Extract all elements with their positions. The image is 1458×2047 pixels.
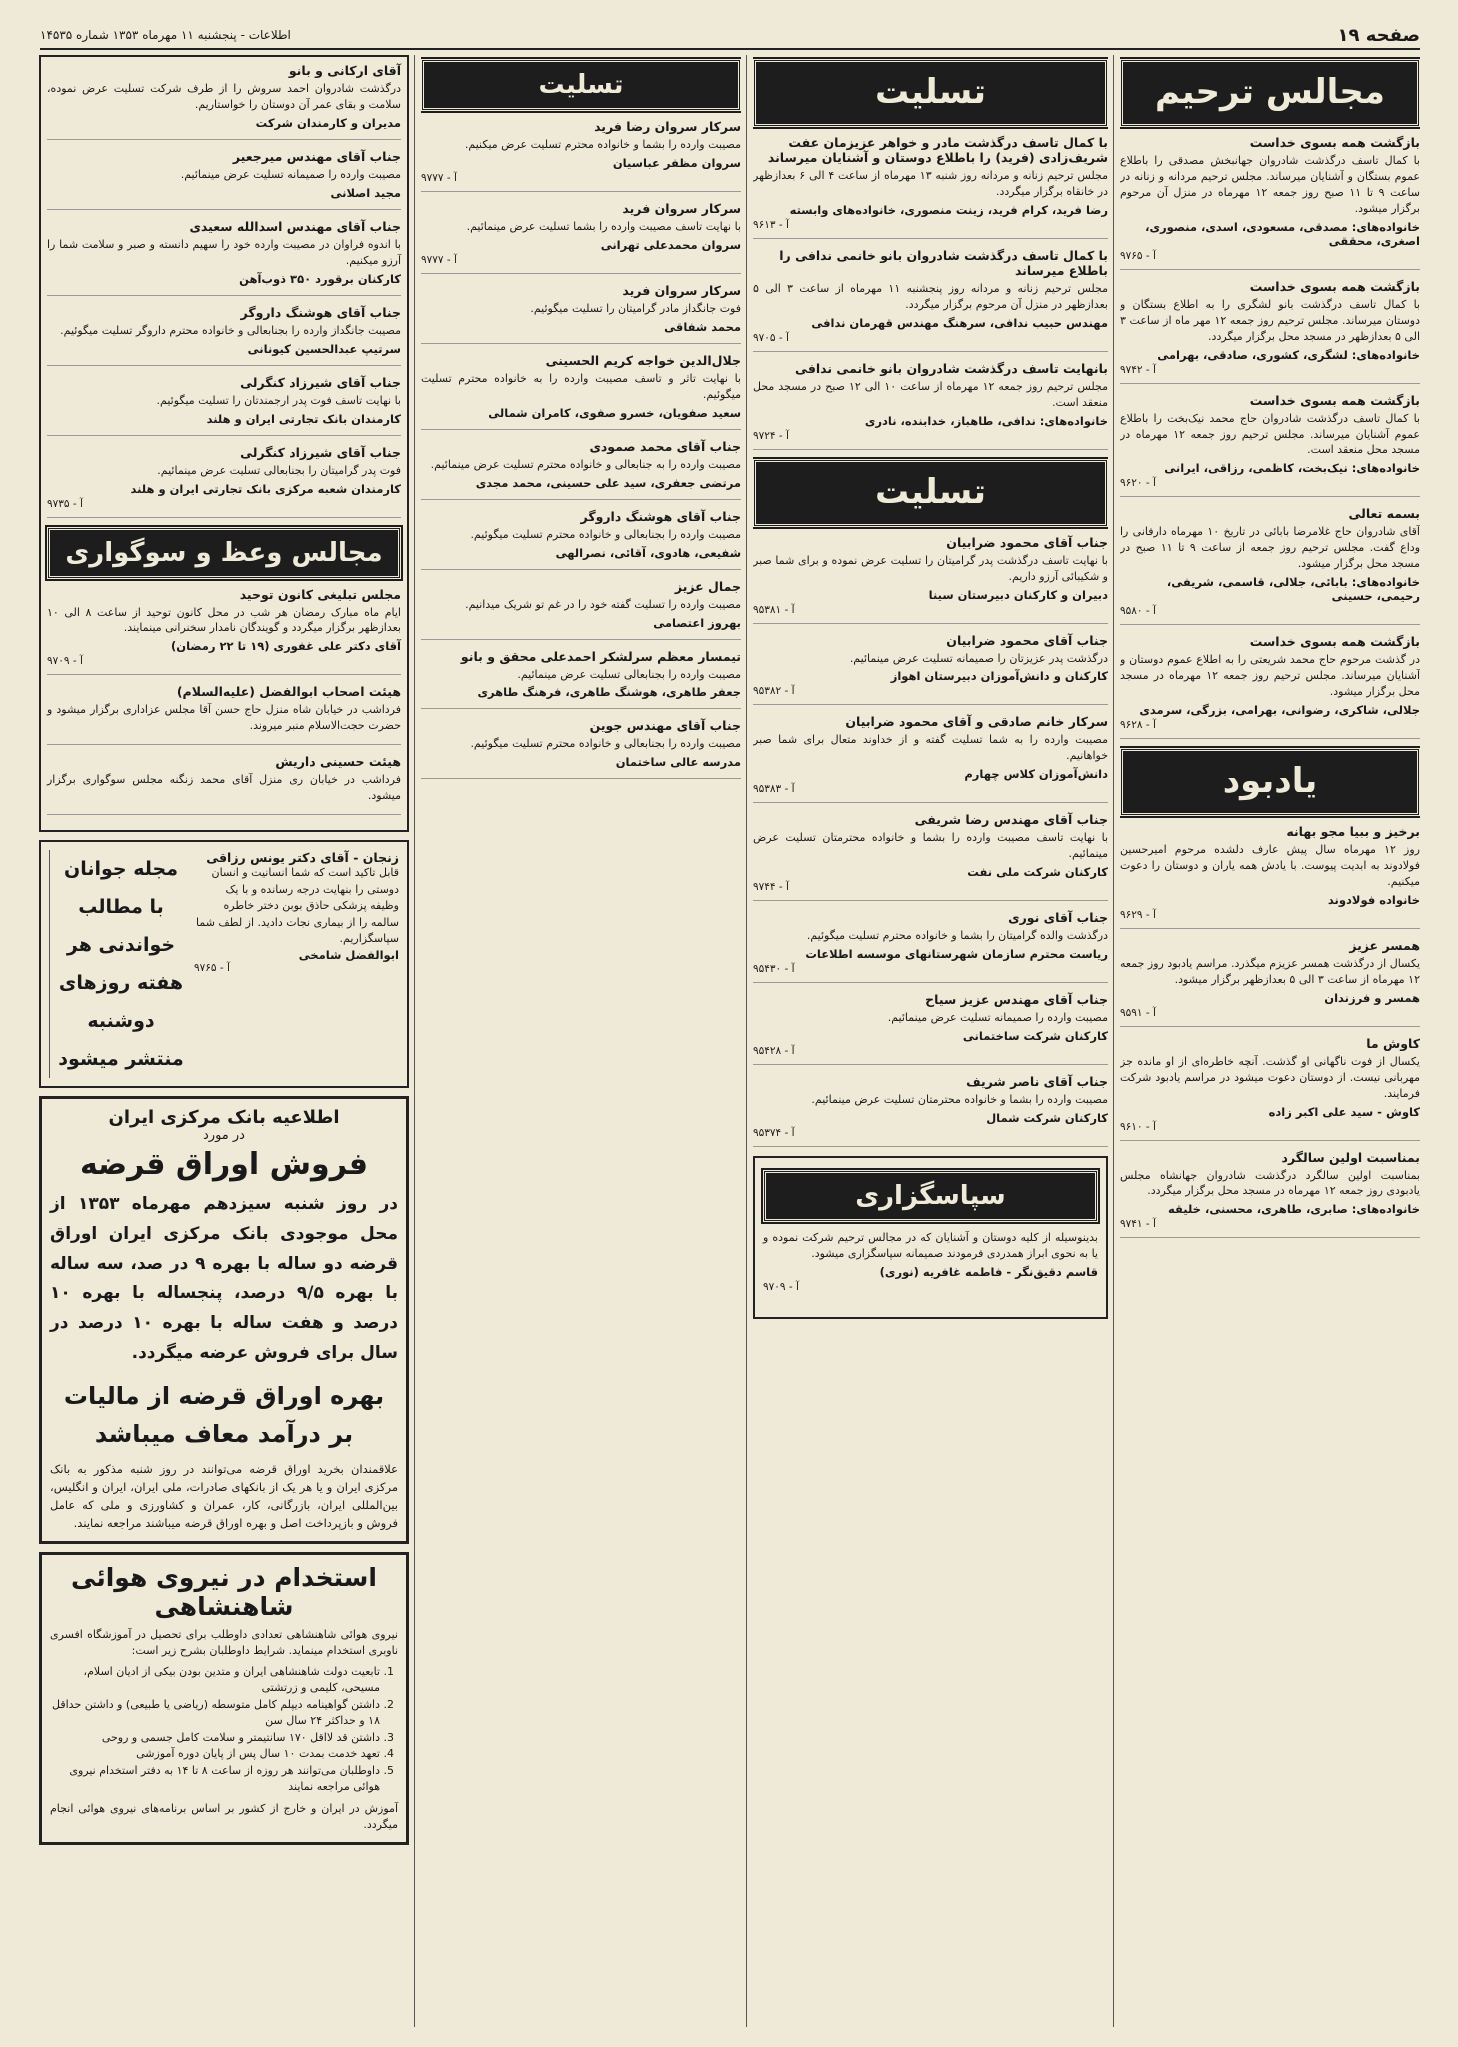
ad-heading: جناب آقای شیرزاد کنگرلی (240, 374, 401, 390)
ad-heading: سرکار خانم صادقی و آقای محمود ضرابیان (845, 714, 1108, 730)
ad-code: آ - ۹۵۳۸۲ (753, 685, 795, 698)
airforce-condition-item: 2. داشتن گواهینامه دیپلم کامل متوسطه (ریاضی یا طبیعی) و داشتن حداقل ۱۸ و حداکثر ۲۴ سال سن (50, 1697, 380, 1730)
ad-body: فوت جانگداز مادر گرامیتان را تسلیت میگوئیم. (530, 301, 741, 315)
airforce-condition-item: 5. داوطلبان می‌توانند هر روزه از ساعت ۸ تا ۱۴ به دفتر استخدام نیروی هوائی مراجعه نمایند (50, 1763, 380, 1796)
notice-item (1120, 824, 1420, 929)
ad-code: آ - ۹۷۲۴ (753, 429, 789, 442)
letter-heading: زنجان - آقای دکتر یونس رزاقی (206, 850, 399, 866)
ad-signature: خانواده‌های: مصدقی، مسعودی، اسدی، منصوری، اصغری، محققی (1145, 219, 1420, 248)
ad-body: درگذشت شادروان احمد سروش را از طرف شرکت تسلیت عرض نموده، سلامت و بقای عمر آن دوستان را خواستاریم. (47, 82, 401, 111)
ad-code: آ - ۹۷۷۷ (421, 253, 457, 266)
ad-heading: کاوش ما (1366, 1035, 1420, 1051)
notice-item (1120, 1036, 1420, 1141)
ad-heading: برخیز و ببیا مجو بهانه (1286, 824, 1420, 839)
bank-main-text: در روز شنبه سیزدهم مهرماه ۱۳۵۳ از محل موجودی بانک مرکزی ایران اوراق قرضه دو ساله با بهره ۹ در صد، سه ساله با بهره ۹/۵ درصد، پنجساله با بهره ۱۰ درصد و هفت ساله با بهره ۱۰ درصد در سال برای فروش عرضه میگردد. (50, 1194, 398, 1363)
notice-item (421, 649, 741, 710)
notice-item (753, 714, 1108, 803)
ad-body: با نهایت تاثر و تاسف مصیبت وارده را به خانواده محترم تسلیت میگوئیم. (421, 371, 741, 401)
ad-heading: آقای ارکانی و بانو (288, 63, 401, 78)
ad-heading: بانهایت تاسف درگذشت شادروان بانو خانمی ندافی (795, 360, 1108, 376)
ad-heading: جناب آقای هوشنگ داروگر (240, 304, 401, 320)
ad-body: مجلس ترحیم زنانه و مردانه روز شنبه ۱۳ مهرماه از ساعت ۴ الی ۶ بعدازظهر در خانقاه برگزار میگردد. (753, 169, 1108, 198)
notice-item (1120, 938, 1420, 1027)
ad-heading: جناب آقای محمد صمودی (589, 438, 741, 454)
notice-item (753, 535, 1108, 624)
ad-signature: دبیران و کارکنان دبیرستان سینا (928, 587, 1108, 602)
ad-signature: کارکنان شرکت ملی نفت (967, 865, 1108, 880)
ad-body: مصیبت وارده را بجنابعالی تسلیت عرض مینمائیم. (517, 667, 741, 681)
ad-heading: بازگشت همه بسوی خداست (1249, 135, 1420, 150)
central-bank-notice (39, 1096, 409, 1544)
ad-code: آ - ۹۷۰۹ (763, 1280, 799, 1293)
ad-heading: مجلس تبلیغی کانون توحید (239, 586, 401, 602)
ad-code: آ - ۹۶۲۹ (1120, 908, 1156, 921)
ad-heading: هیئت اصحاب ابوالفضل (علیه‌السلام) (176, 684, 401, 700)
ad-body: مصیبت وارده را تسلیت گفته خود را در غم تو شریک میدانیم. (465, 597, 741, 611)
magazine-row (49, 850, 399, 1078)
ad-heading: همسر عزیز (1349, 937, 1420, 953)
ad-code: آ - ۹۷۳۵ (47, 497, 83, 510)
ad-code: آ - ۹۶۲۰ (1120, 477, 1156, 490)
section-banner-taslit-1: تسلیت (753, 59, 1108, 127)
notice-item (47, 684, 401, 745)
notice-item (1120, 135, 1420, 270)
ad-heading: جناب آقای هوشنگ داروگر (580, 508, 741, 524)
ad-signature: کارکنان شرکت ساختمانی (962, 1029, 1108, 1044)
ad-code: آ - ۹۵۳۷۴ (753, 1127, 795, 1139)
ad-heading: با کمال تاسف درگذشت شادروان بانو خانمی ندافی را باطلاع میرساند (779, 247, 1108, 278)
section-banner-majales: مجالس ترحیم (1120, 59, 1420, 127)
notice-item (753, 1074, 1108, 1147)
notice-item (753, 633, 1108, 706)
ad-signature: سروان مظفر عباسیان (612, 155, 741, 170)
ad-body: مصیبت جانگداز وارده را بجنابعالی و خانواده محترم داروگر تسلیت میگوئیم. (60, 323, 401, 337)
ad-signature: کارکنان شرکت شمال (986, 1111, 1108, 1125)
upper-split (421, 55, 741, 788)
ad-signature: کارمندان شعبه مرکزی بانک تجارتی ایران و هلند (130, 481, 401, 496)
column-rule (746, 55, 747, 2027)
ad-signature: بهروز اعتصامی (653, 615, 741, 630)
notice-item (421, 353, 741, 430)
ad-code: آ - ۹۷۶۵ (1120, 249, 1156, 262)
airforce-footer: آموزش در ایران و خارج از کشور بر اساس برنامه‌های نیروی هوائی انجام میگردد. (50, 1801, 398, 1832)
column-obituaries (1120, 55, 1420, 2027)
notice-item (1120, 279, 1420, 384)
ad-code: آ - ۹۵۸۰ (1120, 605, 1156, 618)
section-banner-taslit: تسلیت (421, 59, 741, 111)
ad-body: با اندوه فراوان در مصیبت وارده خود را سهیم دانسته و صبر و سلامت شما را آرزو میکنیم. (47, 237, 401, 267)
ad-signature: جعفر طاهری، هوشنگ طاهری، فرهنگ طاهری (477, 685, 741, 700)
ad-signature: همسر و فرزندان (1324, 990, 1420, 1005)
ad-code: آ - ۹۶۲۸ (1120, 719, 1156, 731)
notice-item (753, 248, 1108, 352)
bank-details: علاقمندان بخرید اوراق قرضه می‌توانند در روز شنبه مذکور به بانک مرکزی ایران و یا هر یک از بانکهای صادرات، ملی ایران، ایران و انگلیس، بین‌المللی ایران، بازرگانی، کار، عمران و کشاورزی و ملی که عامل فروش و بازپرداخت اصل و بهره اوراق قرضه میباشند مراجعه نمایند. (50, 1462, 398, 1530)
ad-heading: جناب آقای محمود ضرابیان (946, 534, 1108, 550)
ad-body: با نهایت تاسف درگذشت پدر گرامیتان را تسلیت عرض نموده و برای شما صبر و شکیبائی آرزو داریم. (753, 553, 1108, 583)
ad-signature: مهندس حبیب ندافی، سرهنگ مهندس قهرمان ندافی (811, 315, 1108, 330)
ad-body: با کمال تاسف درگذشت شادروان جهانبخش مصدقی را باطلاع عموم بستگان و آشنایان میرساند. مجلس ترحیم مردانه و زنانه در ساعت ۹ تا ۱۱ صبح روز جمعه ۱۲ مهرماه در منزل آن مرحوم برگزار میشود. (1120, 154, 1420, 215)
sepas-box (753, 1156, 1108, 1319)
ad-heading: سرکار سروان فرید (622, 282, 741, 298)
section-banner-sepas: سپاسگزاری (763, 1170, 1098, 1222)
column-rule (1113, 55, 1114, 2027)
notice-item (47, 445, 401, 518)
letter-code: آ - ۹۷۶۵ (194, 961, 230, 974)
ad-code: آ - ۹۷۷۷ (421, 171, 457, 184)
notice-item (1120, 634, 1420, 739)
ad-body: درگذشت پدر عزیزتان را صمیمانه تسلیت عرض مینمائیم. (849, 651, 1108, 665)
ad-signature: سروان محمدعلی تهرانی (600, 237, 741, 252)
column-condolences (753, 55, 1108, 2027)
ad-heading: جناب آقای مهندس رضا شریفی (914, 812, 1108, 828)
ad-code: آ - ۹۵۳۸۱ (753, 603, 795, 616)
ad-body: فرداشب در خیابان شاه منزل حاج حسن آقا مجلس عزاداری برگزار میشود و حضرت حجت‌الاسلام منبر میروند. (47, 703, 401, 733)
ad-signature: مرتضی جعفری، سید علی حسینی، محمد مجدی (475, 475, 741, 490)
ad-body: با کمال تاسف درگذشت شادروان حاج محمد نیک‌بخت را باطلاع عموم آشنایان میرساند. مجلس ترحیم روز جمعه ۱۲ مهرماه در مسجد محل منعقد است. (1120, 411, 1420, 457)
ad-signature: دانش‌آموزان کلاس چهارم (964, 767, 1108, 782)
airforce-condition-item: 3. داشتن قد لااقل ۱۷۰ سانتیمتر و سلامت کامل جسمی و روحی (50, 1730, 380, 1747)
ad-code: آ - ۹۶۱۰ (1120, 1120, 1156, 1133)
notice-item (1120, 393, 1420, 498)
ad-heading: جناب آقای مهندس اسدالله سعیدی (189, 218, 401, 234)
masthead-info: اطلاعات - پنجشنبه ۱۱ مهرماه ۱۳۵۳ شماره ۱۴۵۳۵ (40, 28, 291, 42)
ad-code: آ - ۹۷۰۵ (753, 331, 789, 344)
ad-body: بدینوسیله از کلیه دوستان و آشنایان که در مجالس ترحیم شرکت نموده و یا به نحوی ابراز همدردی فرمودند صمیمانه سپاسگزاری میشود. (763, 1231, 1098, 1260)
magazine-promo: مجله جوانان با مطالب خواندنی هر هفته روزهای دوشنبه منتشر میشود (49, 850, 186, 1078)
airforce-title: استخدام در نیروی هوائی شاهنشاهی (71, 1562, 377, 1621)
ad-signature: جلالی، شاکری، رضوانی، بهرامی، بزرگی، سرمدی (1139, 703, 1420, 717)
ad-code: آ - ۹۵۳۸۳ (753, 783, 795, 796)
section-banner-vaz: مجالس وعظ و سوگواری (47, 527, 401, 579)
ad-code: آ - ۹۷۴۴ (753, 881, 789, 894)
ad-body: با کمال تاسف درگذشت بانو لشگری را به اطلاع بستگان و دوستان میرساند. مجلس ترحیم روز جمعه ۱۲ مهر ماه از ساعت ۳ الی ۵ بعدازظهر در مسجد محل برگزار میگردد. (1120, 297, 1420, 343)
ad-heading: سرکار سروان رضا فرید (594, 119, 741, 134)
section-banner-yadbood: یادبود (1120, 748, 1420, 816)
ad-body: یکسال از درگذشت همسر عزیزم میگذرد. مراسم یادبود روز جمعه ۱۲ مهرماه از ساعت ۳ الی ۵ بعدازظهر برگزار میشود. (1120, 956, 1420, 986)
airforce-condition-item: 1. تابعیت دولت شاهنشاهی ایران و متدین بودن بیکی از ادیان اسلام، مسیحی، کلیمی و زرتشتی (50, 1664, 380, 1697)
ad-body: مصیبت وارده را به جنابعالی و خانواده محترم تسلیت عرض مینمائیم. (430, 457, 741, 471)
ad-body: فرداشب در خیابان ری منزل آقای محمد زنگنه مجلس سوگواری برگزار میشود. (47, 773, 401, 803)
ad-body: آقای شادروان حاج غلامرضا بابائی در تاریخ ۱۰ مهرماه دارفانی را وداع گفت. مجلس ترحیم روز جمعه از ساعت ۹ تا ۱۱ صبح در مسجد محل برگزار میشود. (1120, 525, 1420, 571)
notice-item (47, 149, 401, 210)
bank-headline: فروش اوراق قرضه (79, 1147, 369, 1183)
notice-item (421, 509, 741, 570)
notice-item (47, 754, 401, 815)
ad-heading: جناب آقای ناصر شریف (966, 1074, 1108, 1090)
airforce-conditions (50, 1664, 380, 1796)
ad-signature: قاسم دقیق‌نگر - فاطمه غافریه (نوری) (879, 1264, 1098, 1279)
ad-signature: خانواده‌های: نیک‌بخت، کاظمی، رزاقی، ایرانی (1164, 461, 1420, 476)
bank-subtitle: در مورد (203, 1128, 245, 1144)
section-banner-taslit-2: تسلیت (753, 459, 1108, 527)
column-condolences-2 (421, 55, 741, 2027)
bank-title: اطلاعیه بانک مرکزی ایران (108, 1107, 340, 1129)
ad-signature: رضا فرید، کرام فرید، زینت منصوری، خانواده‌های وابسته (789, 202, 1108, 217)
ad-signature: آقای دکتر علی غفوری (۱۹ تا ۲۲ رمضان) (171, 639, 401, 654)
ad-body: با نهایت تاسف مصیبت وارده را بشما و خانواده محترمتان تسلیت عرض مینمائیم. (753, 831, 1108, 861)
ad-heading: بازگشت همه بسوی خداست (1249, 278, 1420, 294)
ad-code: آ - ۹۷۴۲ (1120, 363, 1156, 376)
notice-item (47, 63, 401, 140)
ad-heading: بازگشت همه بسوی خداست (1249, 392, 1420, 408)
ad-signature: کارمندان بانک تجارتی ایران و هلند (206, 411, 401, 426)
ad-body: با نهایت تاسف مصیبت وارده را بشما تسلیت عرض مینمائیم. (466, 219, 741, 233)
ad-body: مصیبت وارده را بجنابعالی و خانواده محترم تسلیت میگوئیم. (470, 527, 741, 541)
ad-heading: جلال‌الدین خواجه کریم الحسینی (545, 352, 741, 368)
ad-code: آ - ۹۵۴۳۰ (753, 963, 795, 976)
ad-body: مصیبت وارده را صمیمانه تسلیت عرض مینمائیم. (887, 1011, 1108, 1025)
ad-body: درگذشت والده گرامیتان را بشما و خانواده محترم تسلیت میگوئیم. (806, 929, 1108, 943)
page-header (40, 22, 1420, 50)
notice-item (753, 992, 1108, 1065)
ad-signature: خانواده فولادوند (1327, 892, 1420, 907)
notice-item (47, 375, 401, 436)
ad-heading: جناب آقای مهندس میرجعیر (232, 148, 401, 164)
left-top-ads-box (39, 55, 409, 832)
ad-code: آ - ۹۵۹۱ (1120, 1006, 1156, 1019)
notice-item (1120, 506, 1420, 625)
notice-item (421, 718, 741, 779)
bank-tax-note: بهره اوراق قرضه از مالیات بر درآمد معاف میباشد (63, 1381, 385, 1449)
notice-item (753, 361, 1108, 450)
ad-signature: کارکنان برقورد ۳۵۰ ذوب‌آهن (239, 271, 401, 286)
ad-signature: شفیعی، هادوی، آقائی، نصرالهی (555, 545, 741, 560)
ad-heading: جناب آقای مهندس عزیز سیاح (925, 992, 1108, 1008)
ad-code: آ - ۹۷۰۹ (47, 655, 83, 668)
ad-heading: بمناسبت اولین سالگرد (1281, 1149, 1420, 1165)
ad-signature: خانواده‌های: صابری، طاهری، محسنی، خلیقه (1168, 1202, 1420, 1217)
ad-body: مصیبت وارده را بشما و خانواده محترمتان تسلیت عرض مینمائیم. (811, 1093, 1108, 1107)
page-number: صفحه ۱۹ (1337, 24, 1420, 46)
ad-signature: سرتیپ عبدالحسین کیونانی (247, 341, 401, 356)
airforce-intro: نیروی هوائی شاهنشاهی تعدادی داوطلب برای تحصیل در آموزشگاه افسری ناوبری استخدام مینماید. شرایط داوطلبان بشرح زیر است: (50, 1627, 398, 1658)
ad-signature: مدیران و کارمندان شرکت (255, 115, 401, 130)
ad-signature: کارکنان و دانش‌آموزان دبیرستان اهواز (890, 669, 1108, 684)
notice-item (47, 305, 401, 366)
ad-signature: خانواده‌های: لشگری، کشوری، صادقی، بهرامی (1157, 347, 1420, 362)
airforce-condition-item: 4. تعهد خدمت بمدت ۱۰ سال پس از پایان دوره آموزشی (50, 1746, 380, 1763)
notice-item (421, 119, 741, 192)
notice-item (47, 587, 401, 676)
ad-heading: هیئت حسینی داریش (275, 754, 401, 770)
ad-body: مصیبت وارده را صمیمانه تسلیت عرض مینمائیم. (180, 167, 401, 181)
notice-item (753, 812, 1108, 901)
notice-item (421, 283, 741, 344)
ad-heading: جناب آقای شیرزاد کنگرلی (240, 444, 401, 460)
ad-body: یکسال از فوت ناگهانی او گذشت. آنچه خاطره‌ای از او مانده جز مهربانی نیست. از دوستان دعوت میشود در مراسم یادبود شرکت فرمایند. (1120, 1054, 1420, 1100)
ad-signature: مجید اصلانی (330, 185, 401, 200)
ad-heading: تیمسار معظم سرلشکر احمدعلی محقق و بانو (460, 648, 741, 664)
notice-item (421, 579, 741, 640)
notice-item (47, 219, 401, 296)
column-rule (414, 55, 415, 2027)
ad-signature: کاوش - سید علی اکبر زاده (1268, 1104, 1420, 1119)
notice-item (421, 439, 741, 500)
ad-code: آ - ۹۷۴۱ (1120, 1218, 1156, 1231)
ad-body: مجلس ترحیم زنانه و مردانه روز پنجشنبه ۱۱ مهرماه از ساعت ۳ الی ۵ بعدازظهر در منزل آن مرحوم برگزار میگردد. (753, 281, 1108, 311)
column-announcements (39, 55, 409, 2027)
ad-body: ایام ماه مبارک رمضان هر شب در محل کانون توحید از ساعت ۸ الی ۱۰ بعدازظهر برگزار میگردد و گویندگان نامدار سخنرانی مینمایند. (47, 605, 401, 635)
ad-body: مصیبت وارده را بشما و خانواده محترم تسلیت عرض میکنیم. (464, 138, 741, 151)
ad-code: آ - ۹۶۱۳ (753, 218, 789, 231)
magazine-box (39, 840, 409, 1088)
ad-heading: با کمال تاسف درگذشت مادر و خواهر عزیزمان عفت شریف‌زادی (فرید) را باطلاع دوستان و آشنایان میرساند (767, 135, 1108, 165)
ad-heading: جناب آقای محمود ضرابیان (946, 632, 1108, 648)
thanks-letter (194, 850, 399, 1078)
ad-body: مجلس ترحیم روز جمعه ۱۲ مهرماه از ساعت ۱۰ الی ۱۲ صبح در مسجد محل منعقد است. (753, 379, 1108, 409)
ad-code: آ - ۹۵۴۲۸ (753, 1045, 795, 1058)
ad-heading: بازگشت همه بسوی خداست (1249, 634, 1420, 650)
notice-item (1120, 1150, 1420, 1239)
ad-signature: مدرسه عالی ساختمان (615, 755, 741, 770)
airforce-recruitment (39, 1552, 409, 1845)
ad-signature: خانواده‌های: ندافی، طاهباز، خدابنده، نادری (864, 413, 1108, 428)
split-right (421, 55, 741, 788)
ad-heading: بسمه تعالی (1348, 506, 1420, 522)
ad-signature: خانواده‌های: بابائی، جلالی، قاسمی، شریفی، رحیمی، حسینی (1166, 575, 1420, 604)
ad-signature: سعید صفویان، خسرو صفوی، کامران شمالی (488, 405, 741, 420)
ad-body: مصیبت وارده را به شما تسلیت گفته و از خداوند متعال برای شما صبر خواهانیم. (753, 733, 1108, 763)
notice-item (421, 201, 741, 274)
ad-heading: جناب آقای مهندس جوین (589, 718, 741, 734)
ad-heading: سرکار سروان فرید (622, 200, 741, 216)
ad-body: فوت پدر گرامیتان را بجنابعالی تسلیت عرض مینمائیم. (157, 463, 401, 477)
letter-body: قابل تاکید است که شما انسانیت و انسان دوستی را بنهایت درجه رسانده و با یک وظیفه پزشکی حاذق بوبن دختر خاطره سالمه را از بیماری نجات دادید. از لطف شما سپاسگزاریم. (195, 866, 399, 946)
notice-item (753, 135, 1108, 239)
ad-heading: جناب آقای نوری (1008, 910, 1108, 926)
sepas-ad (763, 1230, 1098, 1300)
notice-item (753, 910, 1108, 983)
ad-signature: ریاست محترم سازمان شهرستانهای موسسه اطلاعات (805, 947, 1108, 962)
ad-body: در گذشت مرحوم حاج محمد شریعتی را به اطلاع عموم دوستان و آشنایان میرساند. مجلس ترحیم روز جمعه ۱۲ مهرماه در مسجد محل برگزار میشود. (1120, 653, 1420, 699)
letter-signature: ابوالفضل شامخی (298, 947, 399, 962)
ad-body: با نهایت تاسف فوت پدر ارجمندتان را تسلیت میگوئیم. (156, 393, 401, 407)
ad-signature: محمد شفاقی (664, 319, 741, 334)
ad-body: بمناسبت اولین سالگرد درگذشت شادروان جهانشاه مجلس یادبودی روز جمعه ۱۲ مهرماه در مسجد محل برگزار میگردد. (1120, 1168, 1420, 1198)
ad-body: مصیبت وارده را بجنابعالی و خانواده محترم تسلیت میگوئیم. (470, 737, 741, 751)
ad-body: روز ۱۲ مهرماه سال پیش عارف دلشده مرحوم امیرحسین فولادوند به ابدیت پیوست. با یادش همه یاران و دوستان را دعوت میکنیم. (1120, 843, 1420, 888)
ad-heading: جمال عزیز (674, 578, 741, 594)
